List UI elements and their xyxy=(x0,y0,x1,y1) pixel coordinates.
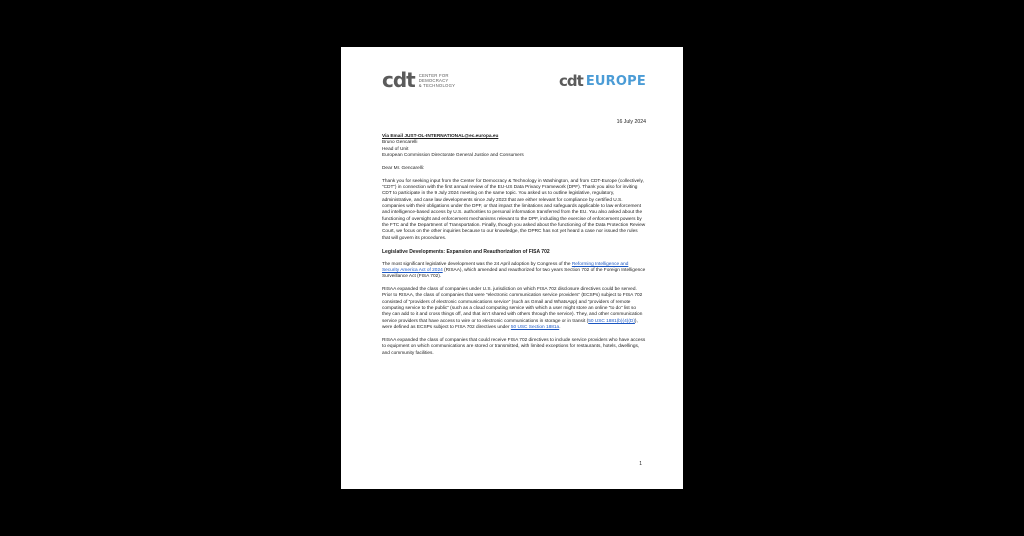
cdt-logo xyxy=(382,70,455,90)
paragraph-risaa-expansion xyxy=(382,287,646,331)
recipient-block xyxy=(382,134,646,159)
section-heading: Legislative Developments: Expansion and Reauthorization of FISA 702 xyxy=(382,248,550,255)
cdt-europe-logo xyxy=(559,74,646,89)
letter-body xyxy=(382,134,646,363)
recipient-name: Bruno Gencarelli xyxy=(382,140,418,146)
text-span: The most significant legislative development was the 24 April adoption by Congress of the xyxy=(382,261,572,267)
europe-wordmark: EUROPE xyxy=(585,74,646,89)
usc-1881b-link[interactable]: 50 USC 1881(b)(4)(D) xyxy=(588,318,635,324)
risaa-link[interactable]: Reforming Intelligence and Security America Act of 2024 xyxy=(382,261,629,273)
cdt-europe-logo-mark xyxy=(559,74,583,89)
text-span: . xyxy=(559,325,561,331)
paragraph-service-providers: RISAA expanded the class of companies that could receive FISA 702 directives to include service providers who have access to equipment on which communications are stored or transmitted, with limited exceptions for restaurants, hotels, dwellings, and community facilities. xyxy=(382,337,646,356)
cdt-logo-mark xyxy=(382,70,415,90)
org-name-line: & TECHNOLOGY xyxy=(418,82,456,88)
text-span: ), were defined as ECSPs subject to FISA 702 directives under xyxy=(382,318,638,331)
recipient-org: European Commission Directorate General Justice and Consumers xyxy=(382,153,524,159)
salutation: Dear Mr. Gencarelli: xyxy=(382,165,425,171)
cdt-europe-logo-text: cdt xyxy=(559,72,583,90)
intro-paragraph: Thank you for seeking input from the Center for Democracy & Technology in Washington, and from CDT-Europe (collectively, “CDT”) in connection with the first annual review of the EU-US Data Privacy Framework (DPF). Thank you also for inviting CDT to participate in the 9 July 2024 meeting on the same topic. You asked us to outline legislative, regulatory, administrative, and case law developments since July 2023 that are either relevant for compliance by certified U.S. companies with their obligations under the DPF, or that impact the limitations and safeguards applicable to law enforcement and intelligence-based access by U.S. authorities to personal information transferred from the EU. You also asked about the functioning of oversight and enforcement mechanisms relevant to the DPF, including the exercise of enforcement powers by the FTC and the Department of Transportation. Finally, though you asked about the functioning of the Data Protection Review Court, we focus on the other inquiries because to our knowledge, the DPRC has not yet heard a case nor issued the rules that will govern its procedures. xyxy=(382,178,646,241)
text-span: RISAA expanded the class of companies under U.S. jurisdiction on which FISA 702 disclosure directives could be served. Prior to RISAA, the class of companies that were “electronic communication service providers” (ECSPs) subject to FISA 702 consisted of “providers of electronic communications service” (such as Gmail and WhatsApp) and “providers of remote computing service to the public” (such as a cloud computing service with which a user might store an online “to do” list so they can add to it and cross things off, and that isn’t shared with others through the service). They, and other communication service providers that have access to wire or to electronic communications in storage or in transit ( xyxy=(382,287,643,324)
recipient-title: Head of Unit xyxy=(382,146,409,152)
document-page xyxy=(341,47,683,489)
org-name-line: DEMOCRACY xyxy=(418,77,449,83)
paragraph-risaa-adoption xyxy=(382,262,646,281)
recipient-email[interactable]: JUST-OL-INTERNATIONAL@ec.europa.eu xyxy=(404,134,499,139)
text-span: (RISAA), which amended and reauthorized for two years Section 702 of the Foreign Intelligence Surveillance Act (FISA 702). xyxy=(382,267,646,280)
cdt-logo-text: cdt xyxy=(382,68,415,92)
page-number: 1 xyxy=(639,461,642,467)
letter-date: 16 July 2024 xyxy=(616,119,646,125)
usc-1881a-link[interactable]: 50 USC Section 1881a xyxy=(510,325,560,331)
org-name-line: CENTER FOR xyxy=(418,72,449,78)
org-name xyxy=(419,73,455,88)
via-email-label: Via Email xyxy=(382,134,405,139)
